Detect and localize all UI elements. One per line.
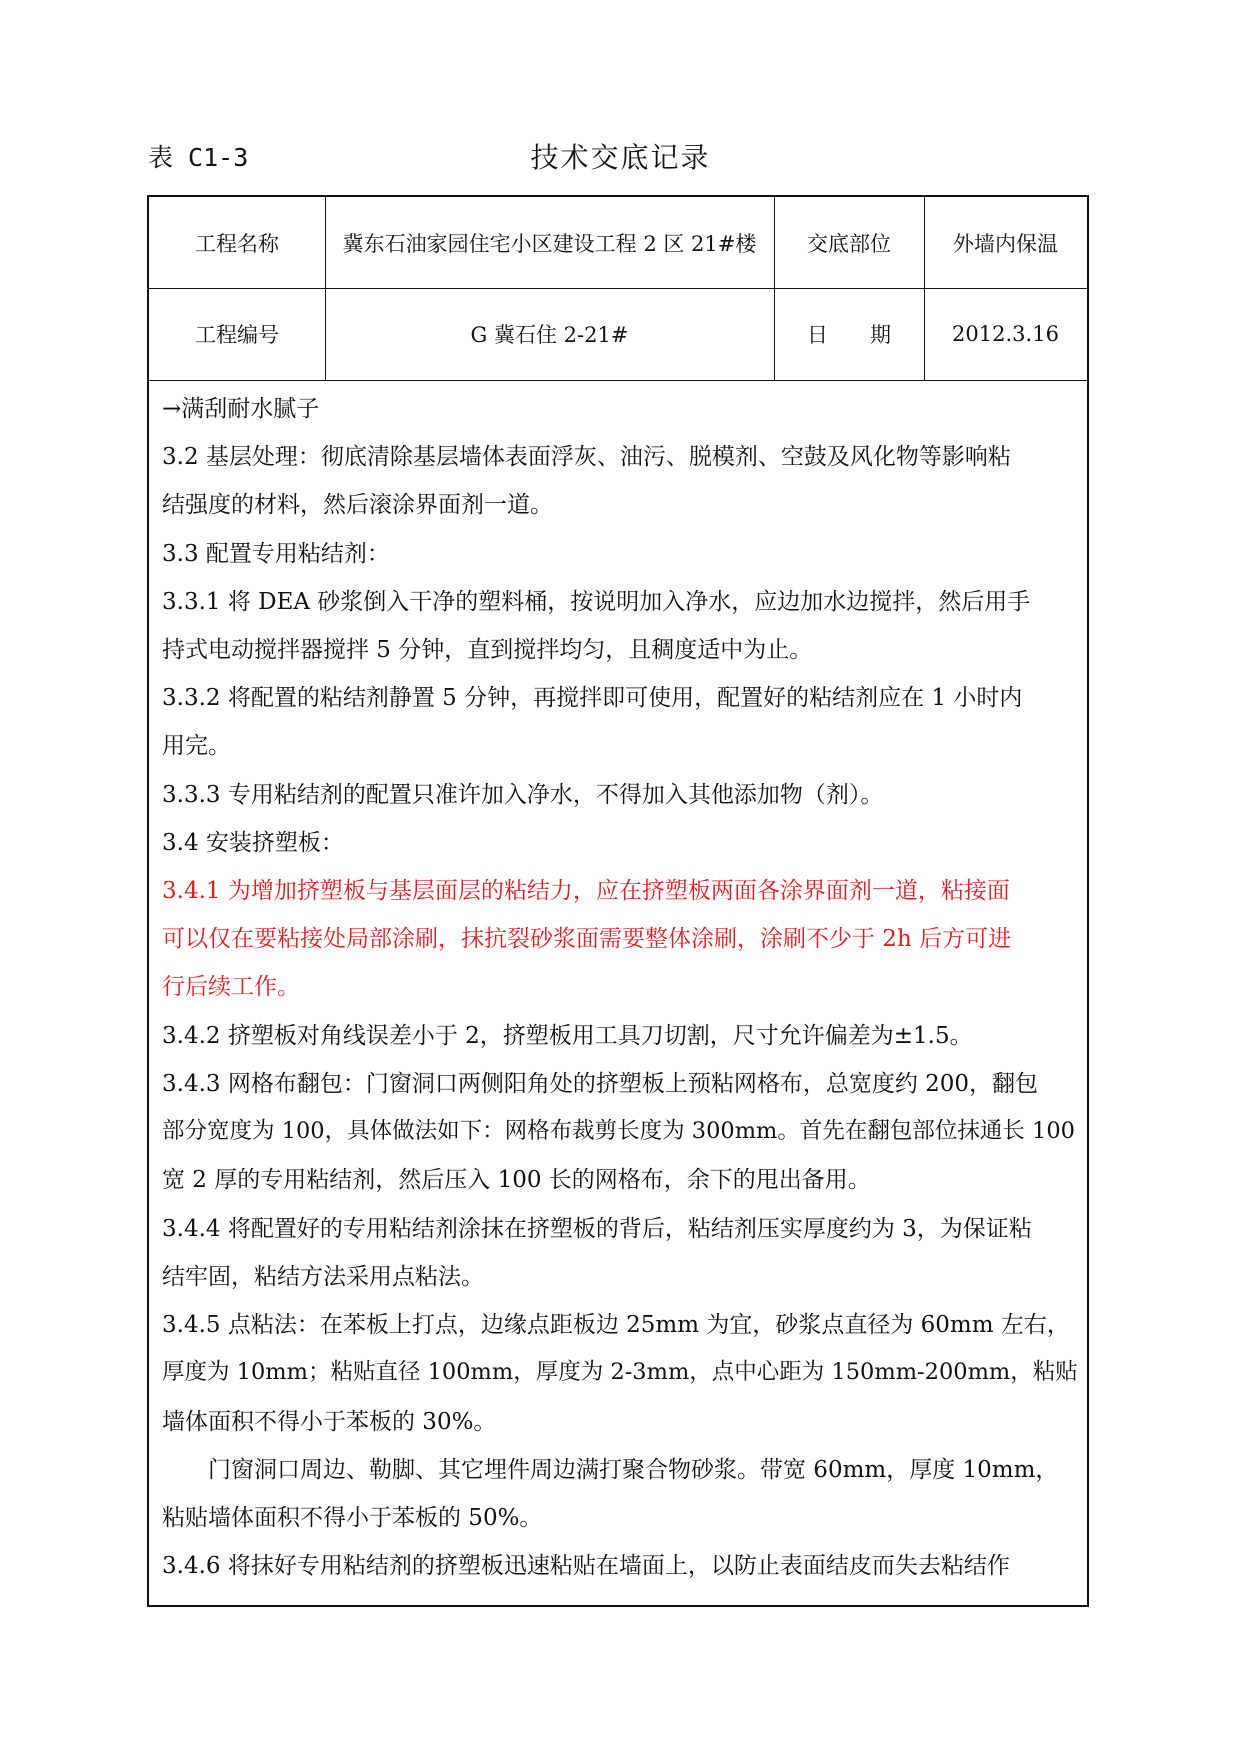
- highlighted-line: 3.4.1 为增加挤塑板与基层面层的粘结力，应在挤塑板两面各涂界面剂一道，粘接面: [162, 878, 1010, 904]
- body-line: 3.2 基层处理：彻底清除基层墙体表面浮灰、油污、脱模剂、空鼓及风化物等影响粘: [162, 444, 1011, 470]
- body-line: 3.4 安装挤塑板：: [162, 830, 344, 856]
- body-line: 用完。: [162, 733, 231, 759]
- row-divider: [149, 380, 1087, 381]
- highlighted-line: 行后续工作。: [162, 974, 300, 1000]
- body-line: 持式电动搅拌器搅拌 5 分钟，直到搅拌均匀，且稠度适中为止。: [162, 637, 813, 663]
- body-line: 粘贴墙体面积不得小于苯板的 50%。: [162, 1505, 543, 1531]
- body-line: 3.4.4 将配置好的专用粘结剂涂抹在挤塑板的背后，粘结剂压实厚度约为 3，为保证粘: [162, 1216, 1032, 1242]
- body-line: 厚度为 10mm；粘贴直径 100mm，厚度为 2-3mm，点中心距为 150mm-200mm，粘贴: [162, 1359, 1078, 1385]
- project-name-label: 工程名称: [195, 231, 279, 256]
- body-line: 3.4.2 挤塑板对角线误差小于 2，挤塑板用工具刀切割，尺寸允许偏差为±1.5。: [162, 1023, 973, 1049]
- project-number-value: G 冀石住 2-21#: [470, 323, 629, 347]
- body-line: 3.4.6 将抹好专用粘结剂的挤塑板迅速粘贴在墙面上，以防止表面结皮而失去粘结作: [162, 1553, 1010, 1579]
- body-line: 结强度的材料，然后滚涂界面剂一道。: [162, 492, 553, 518]
- document-title: 技术交底记录: [530, 141, 711, 174]
- location-label: 交底部位: [807, 231, 891, 256]
- project-number-label: 工程编号: [195, 323, 279, 347]
- record-table: [147, 195, 1089, 1607]
- body-line: 部分宽度为 100，具体做法如下：网格布裁剪长度为 300mm。首先在翻包部位抹通长 100: [162, 1118, 1075, 1144]
- body-line: 3.3 配置专用粘结剂：: [162, 541, 390, 567]
- body-line: 3.3.1 将 DEA 砂浆倒入干净的塑料桶，按说明加入净水，应边加水边搅拌，然后用手: [162, 589, 1031, 615]
- body-line: 3.3.2 将配置的粘结剂静置 5 分钟，再搅拌即可使用，配置好的粘结剂应在 1 小时内: [162, 685, 1023, 711]
- body-line: 门窗洞口周边、勒脚、其它埋件周边满打聚合物砂浆。带宽 60mm，厚度 10mm，: [208, 1457, 1059, 1483]
- form-code: 表 C1-3: [148, 143, 249, 172]
- body-line: 3.3.3 专用粘结剂的配置只准许加入净水，不得加入其他添加物（剂）。: [162, 782, 884, 808]
- location-value: 外墙内保温: [953, 231, 1058, 256]
- body-line: 墙体面积不得小于苯板的 30%。: [162, 1409, 497, 1435]
- body-line: 宽 2 厚的专用粘结剂，然后压入 100 长的网格布，余下的甩出备用。: [162, 1167, 871, 1193]
- body-line: 3.4.5 点粘法：在苯板上打点，边缘点距板边 25mm 为宜，砂浆点直径为 60mm 左右，: [162, 1312, 1070, 1338]
- date-value: 2012.3.16: [952, 322, 1059, 346]
- date-label: 日 期: [807, 323, 891, 347]
- project-name-value: 冀东石油家园住宅小区建设工程 2 区 21#楼: [342, 231, 757, 256]
- body-line: →满刮耐水腻子: [162, 396, 320, 422]
- body-line: 结牢固，粘结方法采用点粘法。: [162, 1264, 484, 1290]
- body-line: 3.4.3 网格布翻包：门窗洞口两侧阳角处的挤塑板上预粘网格布，总宽度约 200，翻包: [162, 1071, 1039, 1097]
- highlighted-line: 可以仅在要粘接处局部涂刷，抹抗裂砂浆面需要整体涂刷，涂刷不少于 2h 后方可进: [162, 926, 1012, 952]
